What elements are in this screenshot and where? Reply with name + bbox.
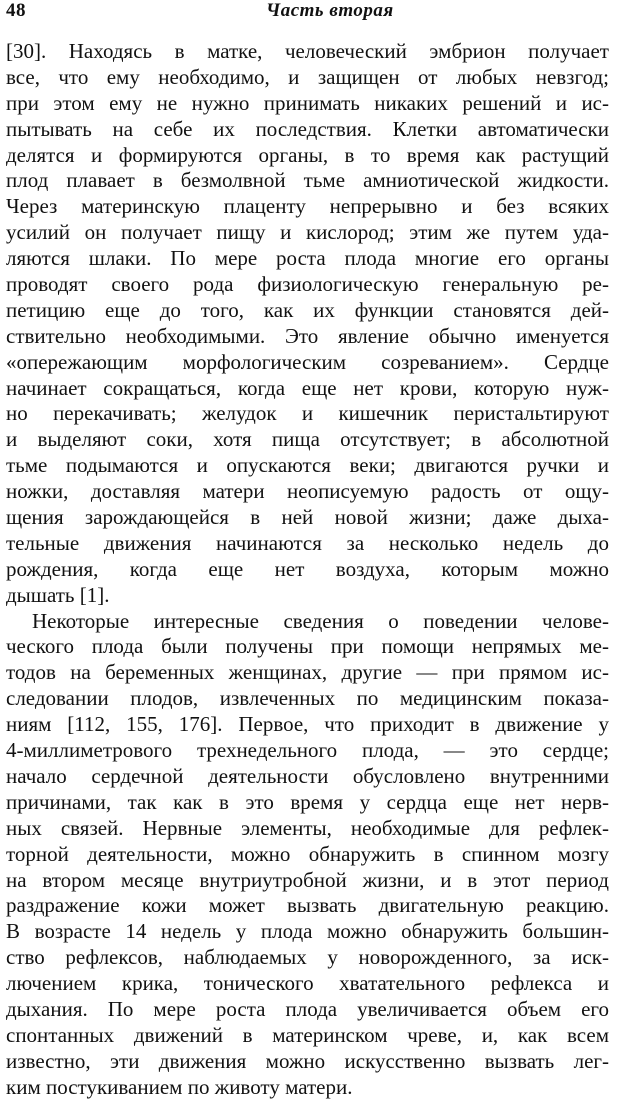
text-line: известно, эти движения можно искусственно вызвать лег- [6,1048,609,1073]
text-line: но перекачивать; желудок и кишечник перистальтируют [6,401,609,426]
page-header [6,0,614,28]
text-line: В возрасте 14 недель у плода можно обнаружить большин- [6,919,609,944]
text-line: Через материнскую плаценту непрерывно и без всяких [6,194,609,219]
text-line: начало сердечной деятельности обусловлено внутренними [6,763,609,788]
text-line: на втором месяце внутриутробной жизни, и в этот период [6,867,609,892]
text-line: и выделяют соки, хотя пища отсутствует; в абсолютной [6,427,609,452]
page-number: 48 [6,0,26,21]
running-title: Часть вторая [266,0,394,21]
text-line: причинами, так как в это время у сердца еще нет нерв- [6,789,609,814]
paragraph [6,39,609,609]
text-line: пытывать на себе их последствия. Клетки автоматически [6,116,609,141]
paragraph [6,609,609,1101]
text-line: ных связей. Нервные элементы, необходимые для рефлек- [6,815,609,840]
text-line: при этом ему не нужно принимать никаких решений и ис- [6,90,609,115]
text-line: все, что ему необходимо, и защищен от любых невзгод; [6,64,609,89]
text-line: петицию еще до того, как их функции становятся дей- [6,297,609,322]
text-line: щения зарождающейся в ней новой жизни; даже дыха- [6,505,609,530]
text-line: усилий он получает пищу и кислород; этим же путем уда- [6,220,609,245]
text-line: лючением крика, тонического хватательного рефлекса и [6,971,609,996]
text-line: ножки, доставляя матери неописуемую радость от ощу- [6,479,609,504]
text-line: Некоторые интересные сведения о поведении челове- [32,608,609,633]
text-line: плод плавает в безмолвной тьме амниотической жидкости. [6,168,609,193]
text-line: раздражение кожи может вызвать двигательную реакцию. [6,893,609,918]
text-line: следовании плодов, извлеченных по медицинским показа- [6,686,609,711]
text-line: торной деятельности, можно обнаружить в спинном мозгу [6,841,609,866]
text-line: тьме подымаются и опускаются веки; двигаются ручки и [6,453,609,478]
text-line: [30]. Находясь в матке, человеческий эмбрион получает [6,39,609,63]
text-line: дыхания. По мере роста плода увеличивается объем его [6,996,609,1021]
text-line: спонтанных движений в материнском чреве, и, как всем [6,1022,609,1047]
text-line: начинает сокращаться, когда еще нет крови, которую нуж- [6,375,609,400]
text-line: тельные движения начинаются за несколько недель до [6,530,609,555]
text-line: ство рефлексов, наблюдаемых у новорожденного, за иск- [6,945,609,970]
text-line: ляются шлаки. По мере роста плода многие его органы [6,246,609,271]
text-line: ким постукиванием по животу матери. [6,1074,353,1099]
text-line: тодов на беременных женщинах, другие — при прямом ис- [6,660,609,685]
text-line: делятся и формируются органы, в то время как растущий [6,142,609,167]
text-line: проводят своего рода физиологическую генеральную ре- [6,272,609,297]
text-line: ческого плода были получены при помощи непрямых ме- [6,634,609,659]
text-line: 4-миллиметрового трехнедельного плода, — это сердце; [6,738,609,763]
text-line: ниям [112, 155, 176]. Первое, что приходит в движение у [6,712,609,737]
text-line: рождения, когда еще нет воздуха, которым можно [6,556,609,581]
body-text [6,39,609,1101]
text-line: ствительно необходимыми. Это явление обычно именуется [6,323,609,348]
text-line: дышать [1]. [6,582,110,607]
text-line: «опережающим морфологическим созреванием». Сердце [6,349,609,374]
